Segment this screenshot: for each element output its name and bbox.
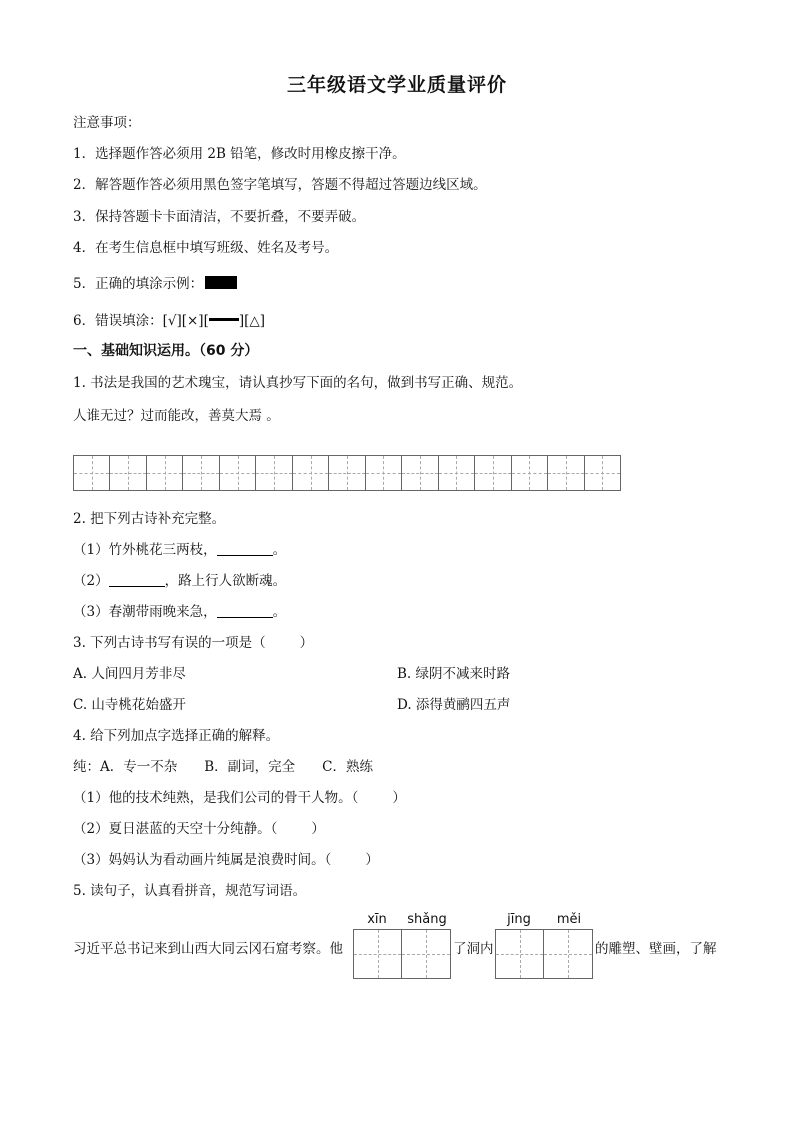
grid-cell[interactable] [512, 456, 548, 490]
q4-sentence-2-text: （2）夏日湛蓝的天空十分纯静。（ [73, 821, 278, 837]
q2-line-2-start: （2） [73, 573, 109, 589]
notes-heading: 注意事项： [73, 115, 141, 131]
grid-cell[interactable] [329, 456, 365, 490]
grid-cell[interactable] [475, 456, 511, 490]
grid-cell[interactable] [496, 930, 544, 978]
section-heading: 一、基础知识运用。（60 分） [73, 343, 259, 359]
q4-close: ） [392, 790, 406, 806]
q2-line-3-end: 。 [272, 604, 287, 620]
note-2: 2．解答题作答必须用黑色签字笔填写，答题不得超过答题边线区域。 [73, 177, 487, 193]
grid-cell[interactable] [402, 930, 450, 978]
page-title: 三年级语文学业质量评价 [286, 74, 507, 96]
grid-cell[interactable] [220, 456, 256, 490]
grid-cell[interactable] [293, 456, 329, 490]
filled-mark-example [205, 276, 237, 289]
grid-cell[interactable] [354, 930, 402, 978]
note-6 [73, 309, 265, 329]
grid-cell[interactable] [74, 456, 110, 490]
q2-line-1 [73, 538, 286, 558]
q3-prompt-text: 3. 下列古诗书写有误的一项是（ [73, 635, 266, 651]
q5-prompt: 5. 读句子，认真看拼音，规范写词语。 [73, 883, 307, 899]
answer-blank[interactable] [217, 543, 273, 556]
grid-cell[interactable] [544, 930, 592, 978]
q2-line-3 [73, 600, 286, 620]
pinyin-shang: shǎng [407, 912, 447, 927]
grid-cell[interactable] [585, 456, 620, 490]
note-4: 4．在考生信息框中填写班级、姓名及考号。 [73, 240, 339, 256]
grid-cell[interactable] [256, 456, 292, 490]
q4-close: ） [311, 821, 325, 837]
pinyin-jing: jīng [507, 912, 531, 927]
q5-text-1: 习近平总书记来到山西大同云冈石窟考察。他 [73, 941, 343, 957]
grid-cell[interactable] [147, 456, 183, 490]
pinyin-xin: xīn [367, 912, 387, 927]
q1-prompt: 1. 书法是我国的艺术瑰宝，请认真抄写下面的名句，做到书写正确、规范。 [73, 375, 523, 391]
q3-prompt [73, 631, 313, 651]
q4-sentence-3 [73, 848, 379, 868]
q4-sentence-2 [73, 817, 325, 837]
q1-quote: 人谁无过？过而能改，善莫大焉 。 [73, 408, 280, 424]
q5-text-3: 的雕塑、壁画，了解 [595, 941, 717, 957]
answer-blank[interactable] [217, 605, 273, 618]
wrong-bar-mark [209, 318, 239, 321]
q4-sentence-3-text: （3）妈妈认为看动画片纯属是浪费时间。（ [73, 852, 332, 868]
q4-sentence-1 [73, 786, 406, 806]
grid-cell[interactable] [402, 456, 438, 490]
grid-cell[interactable] [366, 456, 402, 490]
q3-option-a[interactable]: A. 人间四月芳非尽 [73, 666, 186, 682]
answer-grid-jingmei[interactable] [495, 929, 593, 979]
note-6-text: 6．错误填涂：[√][×][ [73, 313, 209, 329]
q5-text-2: 了洞内 [453, 941, 494, 957]
q2-prompt: 2. 把下列古诗补充完整。 [73, 511, 226, 527]
writing-grid[interactable] [73, 455, 621, 491]
q3-prompt-close: ） [299, 635, 314, 651]
q4-close: ） [365, 852, 379, 868]
q4-options: 纯：A．专一不杂 B．副词，完全 C．熟练 [73, 759, 373, 775]
grid-cell[interactable] [548, 456, 584, 490]
note-6-text-end: ][△] [238, 313, 266, 329]
note-5-text: 5．正确的填涂示例： [73, 276, 204, 292]
grid-cell[interactable] [439, 456, 475, 490]
q2-line-3-text: （3）春潮带雨晚来急， [73, 604, 217, 620]
q3-option-b[interactable]: B. 绿阴不减来时路 [397, 666, 511, 682]
note-1: 1．选择题作答必须用 2B 铅笔，修改时用橡皮擦干净。 [73, 146, 406, 162]
q3-option-c[interactable]: C. 山寺桃花始盛开 [73, 697, 186, 713]
answer-grid-xinshang[interactable] [353, 929, 451, 979]
grid-cell[interactable] [110, 456, 146, 490]
answer-blank[interactable] [109, 574, 165, 587]
q2-line-2 [73, 569, 286, 589]
note-5 [73, 272, 237, 292]
grid-cell[interactable] [183, 456, 219, 490]
q2-line-1-end: 。 [272, 542, 287, 558]
q4-prompt: 4. 给下列加点字选择正确的解释。 [73, 728, 280, 744]
note-3: 3．保持答题卡卡面清洁，不要折叠，不要弄破。 [73, 209, 366, 225]
q2-line-2-text: ，路上行人欲断魂。 [164, 573, 287, 589]
pinyin-mei: měi [556, 912, 582, 927]
q4-sentence-1-text: （1）他的技术纯熟，是我们公司的骨干人物。（ [73, 790, 359, 806]
q2-line-1-text: （1）竹外桃花三两枝， [73, 542, 217, 558]
q3-option-d[interactable]: D. 添得黄鹂四五声 [397, 697, 511, 713]
